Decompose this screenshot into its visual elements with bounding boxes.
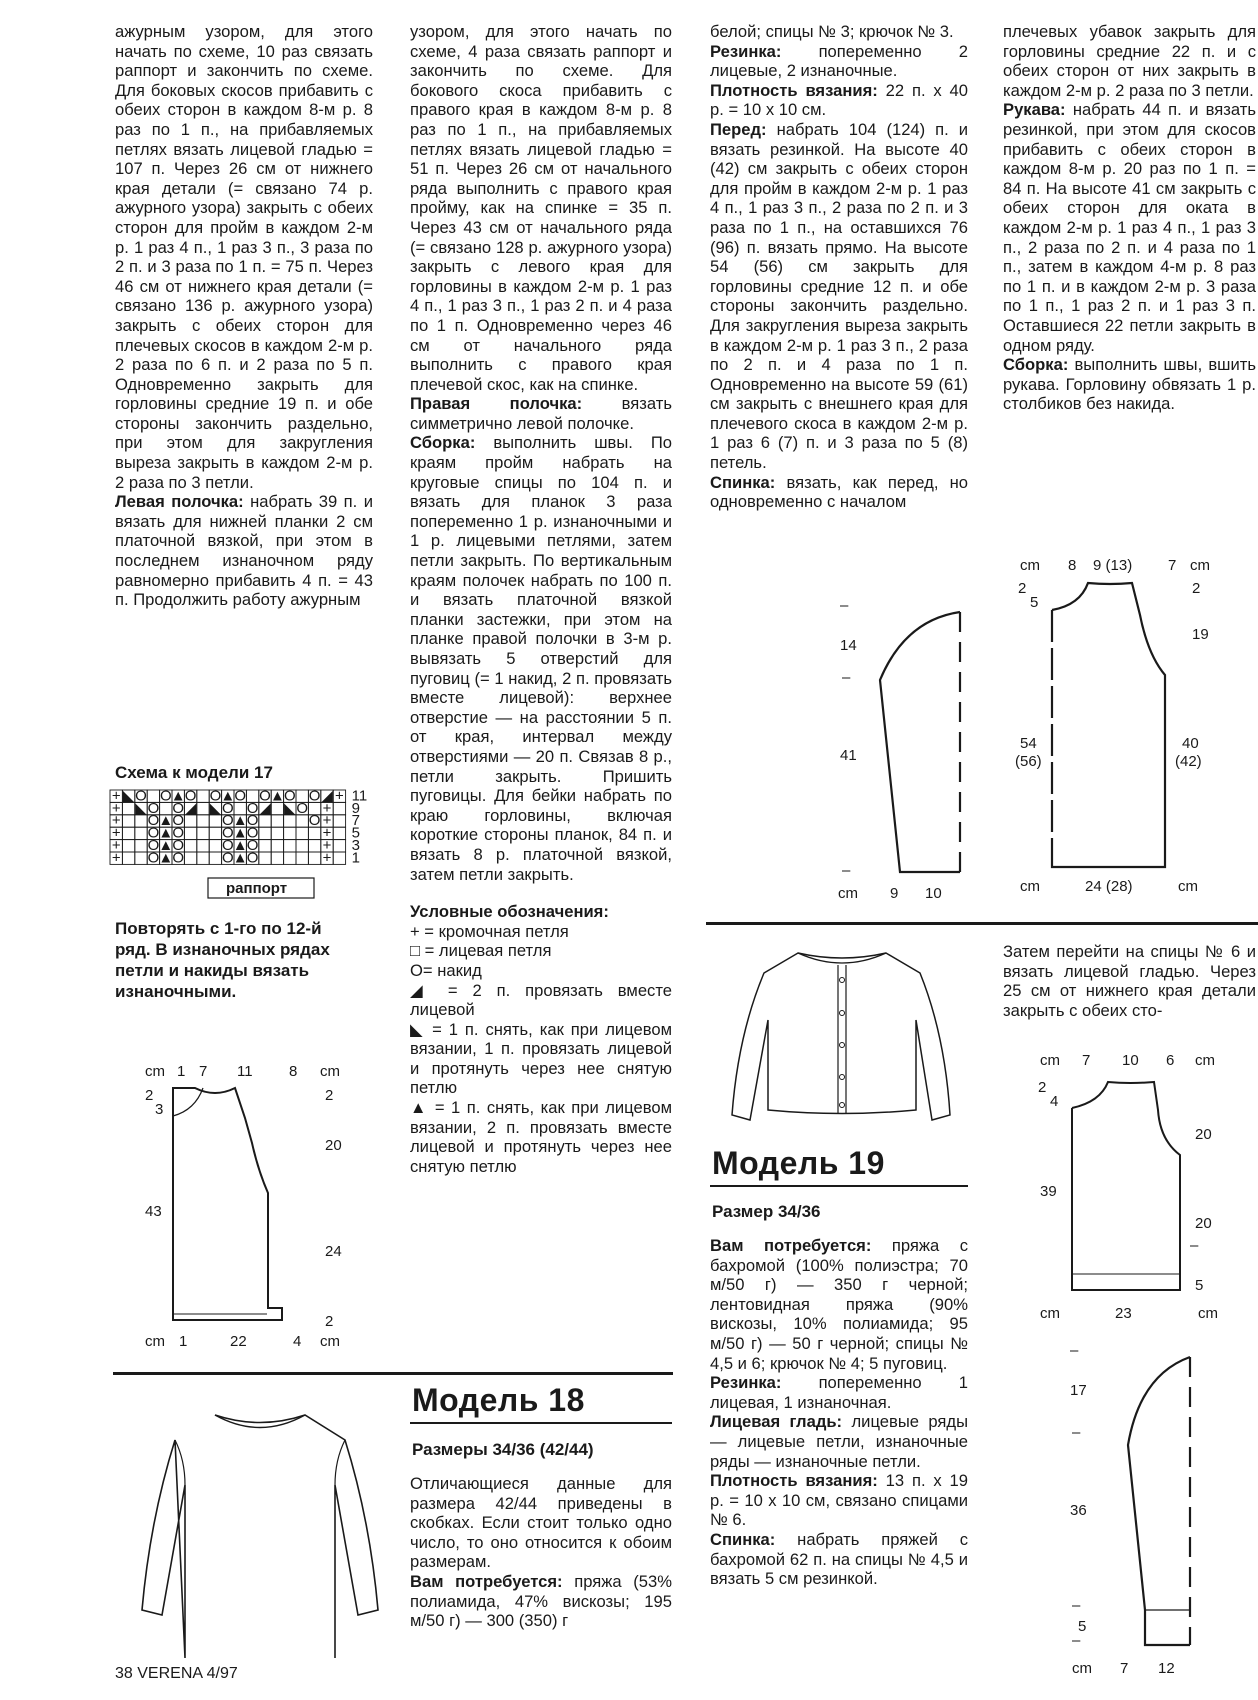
dim-label: 7 [1168,557,1177,574]
dim-label: 9 [890,885,899,902]
dim-label: 2 [1038,1079,1047,1096]
front-label: Перед: [710,119,767,139]
svg-text:O: O [221,812,234,830]
dim-mark: – [840,597,849,614]
svg-text:▲: ▲ [170,787,186,805]
svg-text:O: O [221,799,234,817]
dim-label: cm [320,1333,340,1350]
model18-sweater-sketch [130,1400,390,1660]
right-front-label: Правая полочка: [410,394,583,414]
model19-sleeve-diagram [1060,1342,1258,1690]
svg-text:O: O [172,799,185,817]
model17-body-diagram [115,1058,365,1358]
model19-cardigan-sketch [720,945,960,1130]
dim-label: cm [1040,1052,1060,1069]
svg-text:O: O [172,837,185,854]
dim-label: 20 [1195,1215,1212,1232]
dim-label: cm [1195,1052,1215,1069]
dim-label: 41 [840,747,857,764]
svg-text:O: O [259,787,271,805]
svg-text:◢: ◢ [184,799,197,817]
dim-label: 7 [1082,1052,1091,1069]
model18-body-diagram [1010,555,1250,905]
back-text: вязать, как перед, но одновременно с началом [710,472,968,512]
dim-label: cm [145,1063,165,1080]
model18-title-rule [410,1422,672,1424]
svg-text:O: O [184,787,197,805]
svg-text:▲: ▲ [232,849,248,867]
svg-text:O: O [147,837,160,854]
col4-assembly-label: Сборка: [1003,355,1069,375]
svg-text:+: + [111,837,121,854]
dim-label: 9 (13) [1093,557,1133,574]
m19-back-label: Спинка: [710,1529,776,1549]
dim-label: 4 [1050,1093,1059,1110]
legend-item: + = кромочная петля [410,921,569,941]
dim-mark: – [1072,1632,1081,1649]
section-divider-left [113,1372,673,1375]
dim-label: (42) [1175,753,1202,770]
legend-item: □ = лицевая петля [410,941,552,961]
svg-text:O: O [296,799,309,817]
dim-label: cm [1190,557,1210,574]
dim-label: 54 [1020,735,1037,752]
dim-label: 14 [840,637,857,654]
dim-label: 2 [1018,580,1027,597]
svg-text:O: O [147,799,160,817]
svg-text:O: O [172,849,185,867]
m19-stock-label: Лицевая гладь: [710,1412,843,1432]
svg-text:▲: ▲ [232,824,248,842]
model19-body-diagram [1030,1050,1258,1330]
svg-text:O: O [246,837,259,854]
dim-mark: – [842,862,851,879]
col4-assembly-text: выполнить швы, вшить рукава. Горловину обвязать 1 р. столбиков без накида. [1003,355,1256,414]
svg-text:◣: ◣ [122,787,135,805]
dim-label: 12 [1158,1660,1175,1677]
model18-need-label: Вам потребуется: [410,1571,563,1591]
dim-label: cm [1178,878,1198,895]
dim-label: 40 [1182,735,1199,752]
svg-text:O: O [172,824,185,842]
dim-label: 24 [325,1243,342,1260]
sleeve-text: набрать 44 п. и вязать резинкой, при этом для скосов прибавить с обеих сторон в каждом 8-м р. 20 раз по 1 п. = 84 п. На высоте 41 см закрыть с обеих сторон для оката в каждом 2-м р. 1 раз 4 п., 1 раз 3 п., 2 раза по 2 п. и 4 раза по 1 п., затем в каждом 4-м р. 8 раз по 1 п. и в каждом 2-м р. 3 раза по 1 п., 1 раз 2 п. и 1 раз 3 п. Оставшиеся 22 петли закрыть в одном ряду. [1003,100,1256,355]
dim-label: 2 [145,1087,154,1104]
front-text: набрать 104 (124) п. и вязать резинкой. На высоте 40 (42) см закрыть с обеих сторон для пройм в каждом 2-м р. 1 раз 4 п., 1 раз 3 п., 2 раза по 2 п. и 3 раза по 1 п., на оставшихся 76 (96) п. вязать прямо. На высоте 54 (56) см закрыть для горловины средние 12 п. и обе стороны закончить раздельно. Для закругления выреза закрыть в каждом 2-м р. 1 раз 3 п., 2 раза по 2 п. и 4 раза по 1 п. Одновременно на высоте 59 (61) см закрыть с внешнего края для плечевого скоса в каждом 2-м р. 1 раз 6 (7) п. и 3 раза по 5 (8) петель. [710,119,968,473]
svg-text:O: O [234,787,247,805]
column-3 [710,22,968,512]
model19-size: Размер 34/36 [712,1202,821,1221]
m19-need-label: Вам потребуется: [710,1236,872,1255]
dim-label: 7 [1120,1660,1129,1677]
svg-text:+: + [111,812,121,830]
dim-label: cm [320,1063,340,1080]
svg-text:5: 5 [351,824,360,842]
svg-text:▲: ▲ [232,837,248,854]
dim-label: 22 [230,1333,247,1350]
right-front-text: вязать симметрично левой полочке. [410,394,672,433]
model19-text [710,1236,968,1589]
svg-text:9: 9 [351,799,360,817]
dim-label: 1 [179,1333,188,1350]
svg-text:11: 11 [351,787,368,805]
dim-mark: – [1070,1342,1079,1359]
svg-text:1: 1 [351,849,360,867]
dim-label: 10 [925,885,942,902]
svg-text:O: O [172,812,185,830]
m19-rib-text: попеременно 1 лицевая, 1 изнаночная. [710,1373,968,1412]
svg-text:+: + [322,799,332,817]
col4-intro: плечевых убавок закрыть для горловины средние 22 п. и с обеих сторон от них закрыть в каждом 2-м р. 2 раза по 3 петли. [1003,22,1256,100]
m19-back-text: набрать пряжей с бахромой 62 п. на спицы № 4,5 и вязать 5 см резинкой. [710,1529,968,1589]
dim-label: 7 [199,1063,208,1080]
assembly-text: выполнить швы. По краям пройм набрать на круговые спицы по 104 п. и вязать для планок 3 раза попеременно 1 р. изнаночными и 1 р. лицевыми петлями, затем петли закрыть. По вертикальным краям полочек набрать по 100 п. и вязать платочной вязкой планки застежки, при этом на планке правой полочки в 3-м р. вывязать 5 отверстий для пуговиц (= 1 накид, 2 п. провязать вместе лицевой): верхнее отверстие — на расстоянии 5 п. от края, интервал между отверстиями — 20 п. Связав 8 р., петли закрыть. Пришить пуговицы. Для бейки набрать по краю горловины, включая короткие стороны планок, 84 п. и вязать 8 р. платочной вязкой, затем петли закрыть. [410,433,672,884]
dim-label: cm [1040,1305,1060,1322]
svg-text:+: + [111,787,121,805]
dim-label: 23 [1115,1305,1132,1322]
dim-label: (56) [1015,753,1042,770]
model18-sleeve-diagram [830,597,980,910]
svg-text:O: O [246,824,259,842]
density-label: Плотность вязания: [710,80,878,100]
dim-label: 8 [1068,557,1077,574]
m19-stock-text: лицевые ряды — лицевые петли, изнаночные ряды — изнаночные петли. [710,1412,968,1471]
m19-need-text: пряжа с бахромой (100% полиэстра; 70 м/50 г) — 350 г черной; лентовидная пряжа (90% вискозы, 10% полиамида; 95 м/50 г) — 50 г черной; спицы № 4,5 и 6; крючок № 4; 5 пуговиц. [710,1236,968,1373]
left-front-label: Левая полочка: [115,492,244,512]
page-footer: 38 VERENA 4/97 [115,1665,238,1682]
m19-density-text: 13 п. х 19 р. = 10 х 10 см, связано спицами № 6. [710,1471,968,1530]
dim-label: 4 [293,1333,302,1350]
model19-title: Модель 19 [712,1145,885,1181]
model18-intro: Отличающиеся данные для размера 42/44 приведены в скобках. Если стоит только одно число, то оно относится к обоим размерам. [410,1474,672,1572]
dim-label: 2 [325,1087,334,1104]
dim-label: 5 [1078,1618,1087,1635]
svg-text:O: O [246,799,259,817]
dim-label: 5 [1030,594,1039,611]
legend-list [410,922,672,1177]
dim-label: 2 [1192,580,1201,597]
density-text: 22 п. х 40 р. = 10 х 10 см. [710,80,968,120]
svg-text:O: O [221,849,234,867]
svg-text:▲: ▲ [269,787,285,805]
dim-label: 20 [1195,1126,1212,1143]
svg-text:▲: ▲ [158,824,174,842]
dim-label: 2 [325,1313,334,1330]
legend-item: O= накид [410,960,482,980]
dim-label: 39 [1040,1183,1057,1200]
svg-text:O: O [246,812,259,830]
scheme-title: Схема к модели 17 [115,763,273,782]
dim-label: 19 [1192,626,1209,643]
dim-label: 3 [155,1101,164,1118]
svg-text:O: O [308,812,321,830]
dim-label: cm [145,1333,165,1350]
svg-text:O: O [147,849,160,867]
svg-text:O: O [283,787,296,805]
rib-text: попеременно 2 лицевые, 2 изнаночные. [710,41,968,81]
sleeve-label: Рукава: [1003,100,1066,120]
rapport-label: раппорт [226,880,288,897]
svg-text:O: O [209,787,222,805]
legend-item: ◣ = 1 п. снять, как при лицевом вязании, 1 п. провязать лицевой и протянуть через нее снятую петлю [410,1019,672,1098]
dim-label: 43 [145,1203,162,1220]
svg-text:+: + [335,787,344,805]
col2-intro: узором, для этого начать по схеме, 4 раза связать раппорт и закончить по схеме. Для бокового скоса прибавить с правого края в каждом 8-м р. 8 раз по 1 п., на прибавляемых петлях вязать лицевой гладью = 51 п. Через 26 см от начального ряда выполнить с правого края пройму, как на спинке = 35 п. Через 43 см от начального ряда (= связано 128 р. ажурного узора) закрыть с левого края для горловины в каждом 2-м р. 1 раз 4 п., 1 раз 3 п., 1 раз 2 п. и 4 раза по 1 п. Одновременно через 46 см от начального ряда выполнить с правого края плечевой скос, как на спинке. [410,22,672,394]
svg-text:+: + [111,824,121,842]
model19-title-rule [710,1185,968,1187]
dim-label: cm [1072,1660,1092,1677]
dim-label: 36 [1070,1502,1087,1519]
dim-label: 1 [177,1063,186,1080]
svg-text:◢: ◢ [259,799,271,817]
svg-text:O: O [147,812,160,830]
back-label: Спинка: [710,472,776,492]
column-4 [1003,22,1256,414]
dim-label: 11 [237,1063,253,1080]
svg-text:▲: ▲ [158,812,174,830]
svg-text:+: + [322,824,332,842]
dim-label: cm [838,885,858,902]
svg-text:O: O [221,837,234,854]
m19-density-label: Плотность вязания: [710,1471,878,1491]
svg-text:▲: ▲ [158,837,174,854]
legend-item: ▲ = 1 п. снять, как при лицевом вязании, 2 п. провязать вместе лицевой и протянуть через нее снятую петлю [410,1098,672,1176]
col4-continuation: Затем перейти на спицы № 6 и вязать лицевой гладью. Через 25 см от нижнего края детали закрыть с обеих сто- [1003,942,1256,1020]
dim-mark: – [1190,1237,1199,1254]
dim-label: cm [1020,878,1040,895]
assembly-label: Сборка: [410,433,476,453]
section-divider-right [706,922,1258,925]
dim-mark: – [842,669,851,686]
svg-text:◣: ◣ [209,799,222,817]
dim-mark: – [1072,1424,1081,1441]
m19-rib-label: Резинка: [710,1373,782,1393]
col3-intro: белой; спицы № 3; крючок № 3. [710,22,954,41]
dim-label: 24 (28) [1085,878,1133,895]
svg-text:O: O [308,787,321,805]
rib-label: Резинка: [710,41,782,61]
svg-text:+: + [322,812,332,830]
svg-text:▲: ▲ [220,787,236,805]
svg-text:3: 3 [351,837,360,854]
svg-text:◣: ◣ [284,799,296,817]
svg-text:O: O [159,787,172,805]
dim-label: 5 [1195,1277,1204,1294]
stitch-chart [110,787,380,900]
svg-text:O: O [221,824,234,842]
column-2 [410,22,672,1176]
model18-sizes: Размеры 34/36 (42/44) [412,1440,594,1459]
svg-text:+: + [322,837,332,854]
column-1 [115,22,373,610]
svg-text:+: + [111,799,121,817]
col1-intro: ажурным узором, для этого начать по схеме, 10 раз связать раппорт и закончить по схеме. Для боковых скосов прибавить с обеих сторон в каждом 8-м р. 8 раз по 1 п., на прибавляемых петлях вязать лицевой гладью = 107 п. Через 26 см от нижнего края детали (= связано 74 р. ажурного узора) закрыть с обеих сторон для пройм в каждом 2-м р. 1 раз 4 п., 1 раз 3 п., 3 раза по 2 п. и 3 раза по 1 п. = 75 п. Через 46 см от нижнего края детали (= связано 136 р. ажурного узора) закрыть с обеих сторон для плечевых скосов в каждом 2-м р. 2 раза по 6 п. и 2 раза по 5 п. Одновременно закрыть для горловины средние 19 п. и обе стороны закончить раздельно, при этом для закругления выреза закрыть в каждом 2-м р. 2 раза по 3 петли. [115,22,373,492]
svg-text:◢: ◢ [321,787,333,805]
svg-text:▲: ▲ [158,849,174,867]
dim-label: 17 [1070,1382,1087,1399]
svg-text:▲: ▲ [232,812,248,830]
model18-need-text: пряжа (53% полиамида, 47% вискозы; 195 м/50 г) — 300 (350) г [410,1571,672,1631]
repeat-note: Повторять с 1-го по 12-й ряд. В изнаночных рядах петли и накиды вязать изнаночными. [115,919,330,1001]
svg-text:◣: ◣ [135,799,147,817]
svg-text:+: + [322,849,332,867]
svg-text:+: + [111,849,121,867]
svg-text:O: O [246,849,259,867]
left-front-text: набрать 39 п. и вязать для нижней планки 2 см платочной вязкой, при этом в последнем изнаночном ряду равномерно прибавить 4 п. = 43 п. Продолжить работу ажурным [115,492,373,610]
dim-label: 6 [1166,1052,1175,1069]
dim-label: 20 [325,1137,342,1154]
model18-text [410,1474,672,1631]
svg-text:O: O [147,824,160,842]
legend-item: ◢ = 2 п. провязать вместе лицевой [410,980,672,1020]
svg-text:O: O [135,787,147,805]
dim-label: cm [1020,557,1040,574]
dim-label: 8 [289,1063,298,1080]
dim-label: 10 [1122,1052,1139,1069]
model18-title: Модель 18 [412,1382,585,1418]
dim-mark: – [1072,1597,1081,1614]
svg-text:7: 7 [351,812,360,830]
legend-title: Условные обозначения: [410,902,609,922]
dim-label: cm [1198,1305,1218,1322]
